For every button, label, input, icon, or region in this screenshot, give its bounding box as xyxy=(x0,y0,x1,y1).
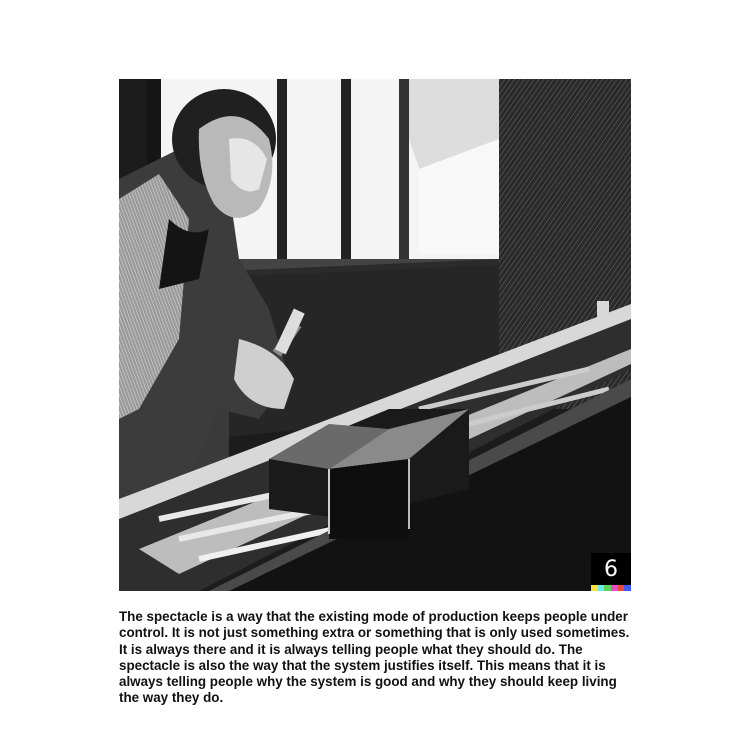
illustration-worker-at-conveyor xyxy=(119,79,631,591)
color-swatch xyxy=(604,585,611,591)
illustration-drawing xyxy=(119,79,631,591)
small-object xyxy=(597,301,609,319)
color-swatch xyxy=(624,585,631,591)
color-swatch xyxy=(611,585,618,591)
page-number: 6 xyxy=(604,556,618,582)
color-swatch xyxy=(591,585,598,591)
page-number-badge xyxy=(591,553,631,591)
color-swatch xyxy=(598,585,605,591)
color-swatch xyxy=(618,585,625,591)
caption-text: The spectacle is a way that the existing mode of production keeps people under control. It is not just something extra or something that is only used sometimes. It is always there and it is always telling people what they should do. The spectacle is also the way that the system justifies itself. This means that it is always telling people why the system is good and why they should keep living the way they do. xyxy=(119,609,630,706)
color-strip xyxy=(591,585,631,591)
